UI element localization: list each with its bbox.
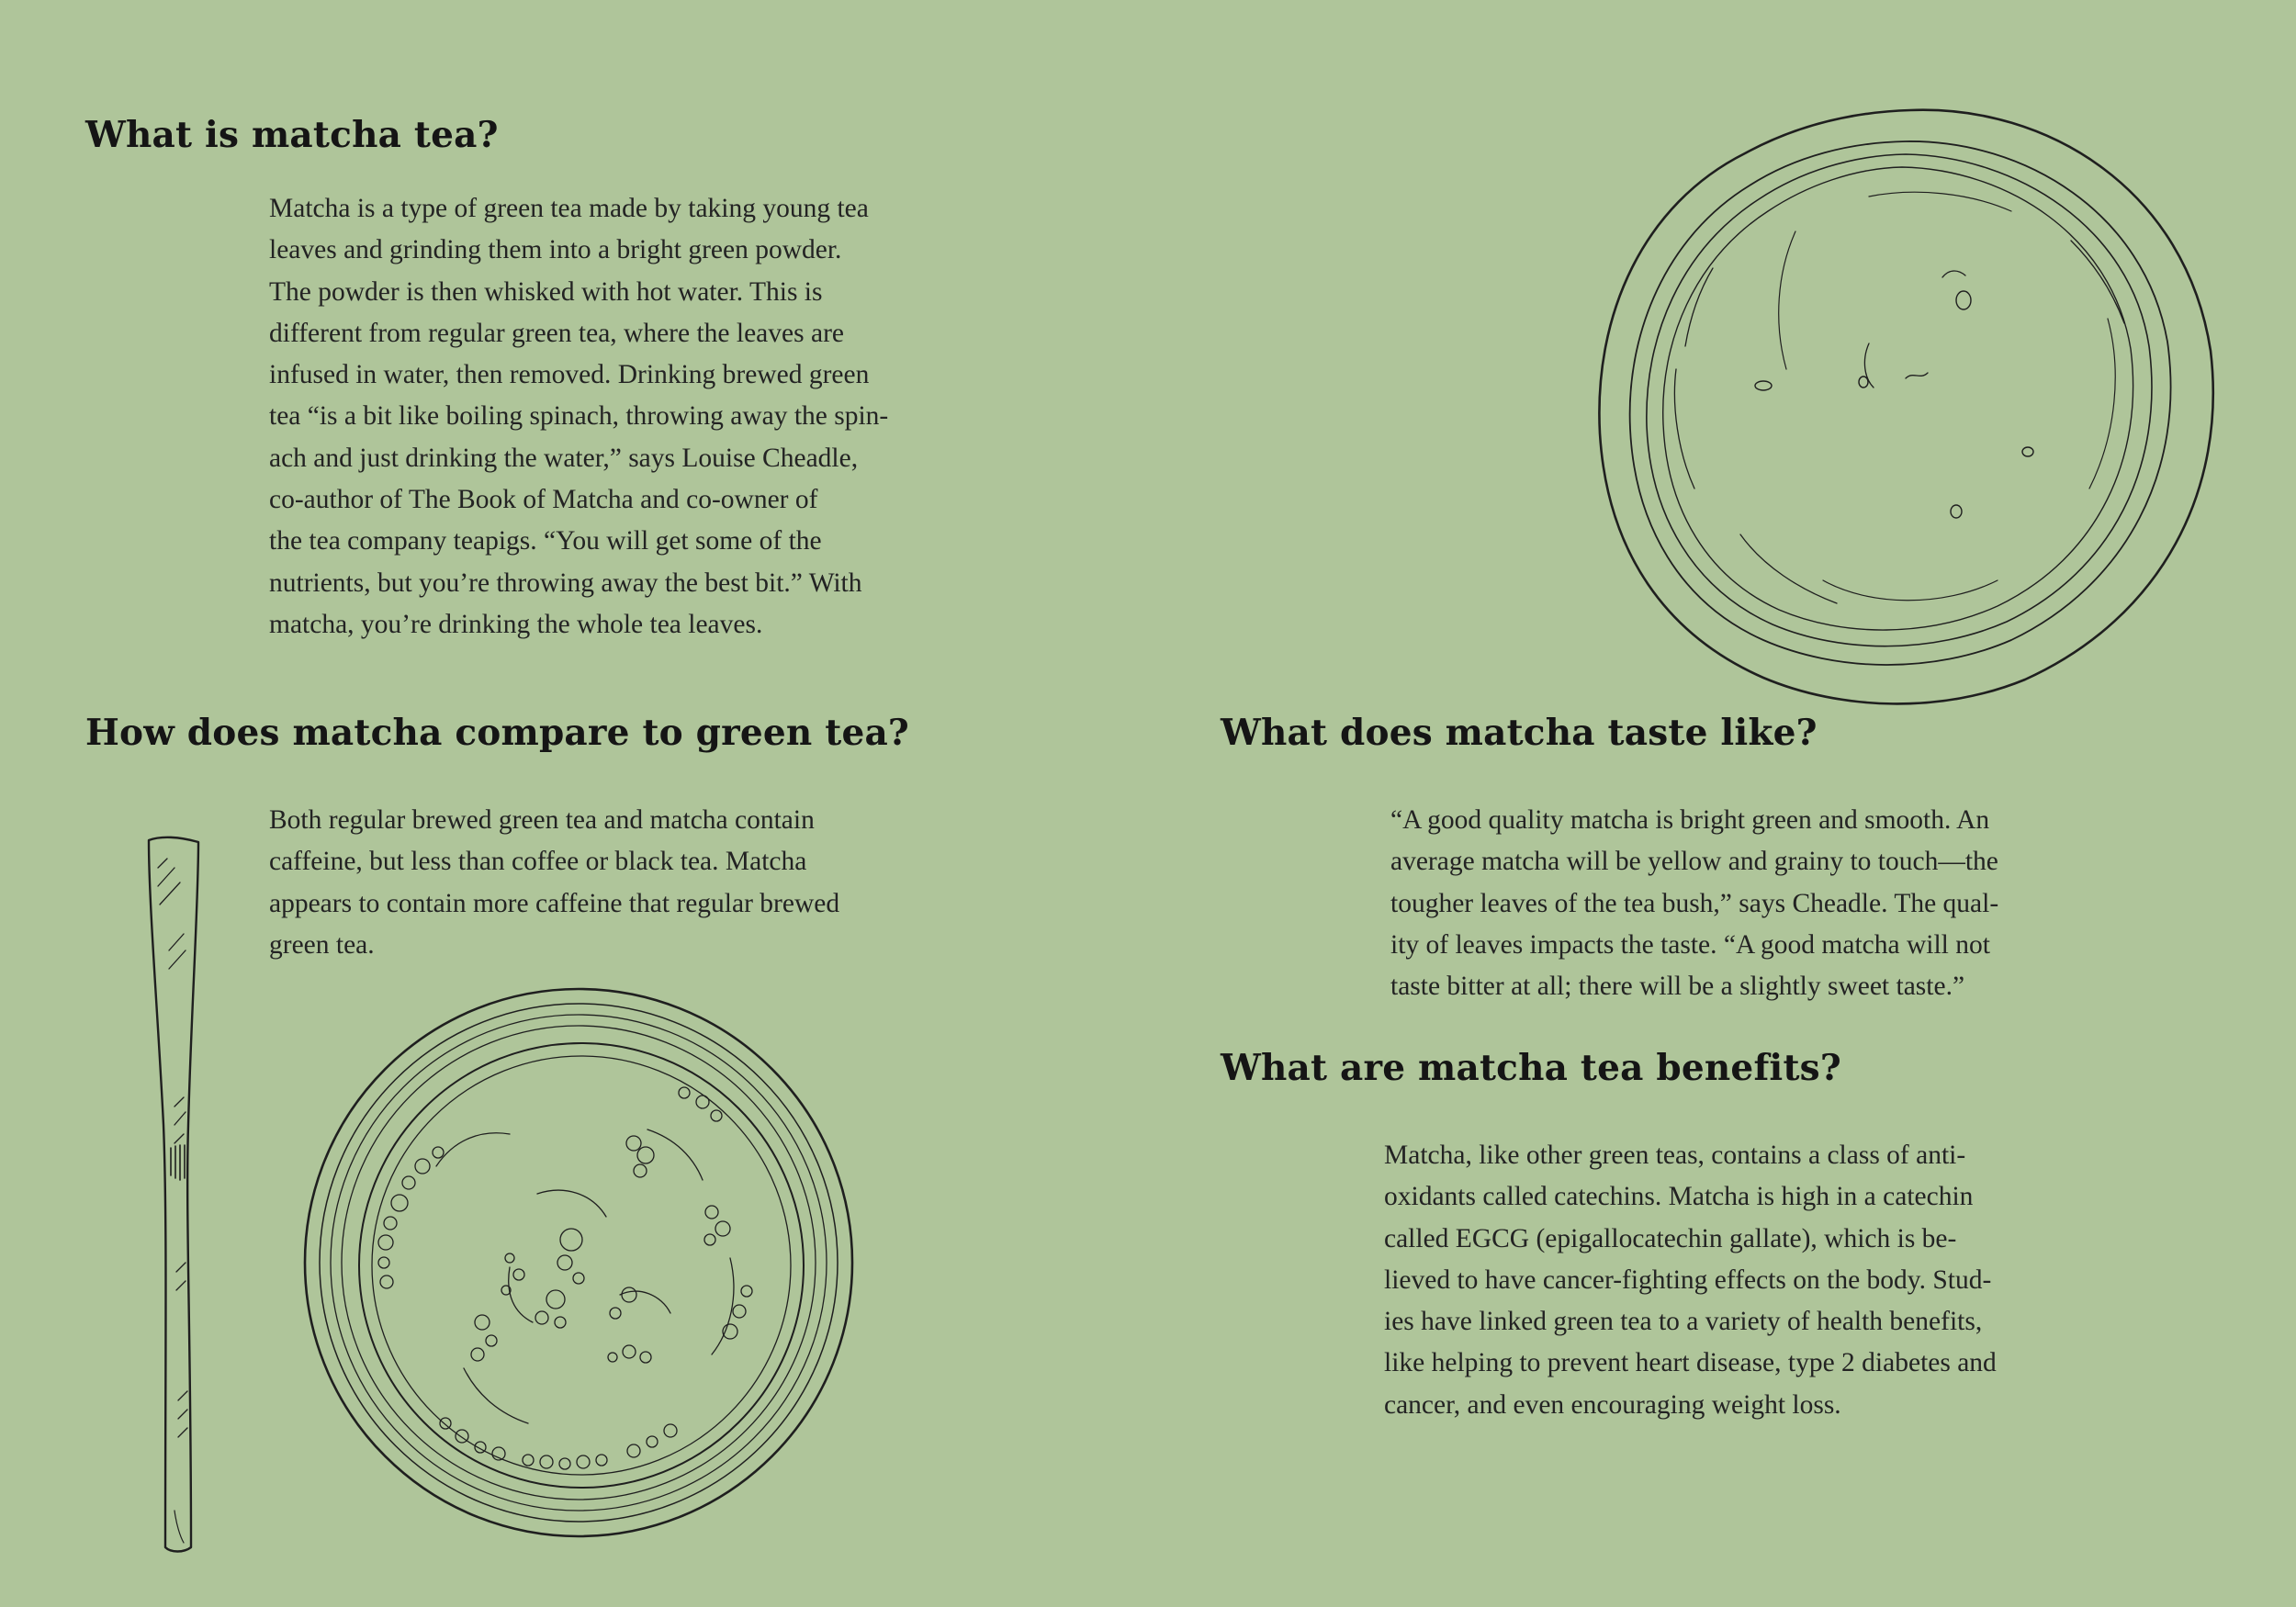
text-line: called EGCG (epigallocatechin gallate), which is be- [1384, 1223, 1957, 1253]
text-line: appears to contain more caffeine that regular brewed [269, 888, 840, 918]
text-line: co-author of The Book of Matcha and co-owner of [269, 485, 818, 515]
text-line: The powder is then whisked with hot water. This is [269, 276, 823, 307]
text-line: cancer, and even encouraging weight loss. [1384, 1389, 1841, 1420]
text-line: caffeine, but less than coffee or black tea. Matcha [269, 847, 807, 877]
heading-what-is-matcha: What is matcha tea? [85, 114, 499, 156]
text-line: tea “is a bit like boiling spinach, throwing away the spin- [269, 401, 889, 432]
bamboo-scoop-illustration [138, 831, 211, 1556]
matcha-bowl-illustration [1593, 103, 2218, 709]
matcha-cup-illustration [298, 983, 859, 1543]
text-line: ies have linked green tea to a variety of health benefits, [1384, 1307, 1983, 1337]
text-line: green tea. [269, 929, 375, 960]
text-line: matcha, you’re drinking the whole tea leaves. [269, 609, 763, 639]
text-line: like helping to prevent heart disease, type 2 diabetes and [1384, 1348, 1997, 1378]
heading-matcha-vs-green-tea: How does matcha compare to green tea? [85, 712, 909, 754]
paragraph-matcha-benefits [1384, 1135, 1997, 1426]
text-line: lieved to have cancer-fighting effects on the body. Stud- [1384, 1264, 1992, 1295]
text-line: taste bitter at all; there will be a slightly sweet taste.” [1390, 972, 1965, 1002]
heading-matcha-taste: What does matcha taste like? [1221, 712, 1818, 754]
text-line: Matcha, like other green teas, contains a class of anti- [1384, 1141, 1966, 1170]
text-line: “A good quality matcha is bright green and smooth. An [1390, 805, 1990, 835]
text-line: leaves and grinding them into a bright green powder. [269, 235, 842, 265]
text-line: oxidants called catechins. Matcha is high in a catechin [1384, 1182, 1974, 1212]
paragraph-matcha-vs-green-tea [269, 800, 839, 966]
heading-matcha-benefits: What are matcha tea benefits? [1221, 1047, 1841, 1089]
text-line: average matcha will be yellow and grainy to touch—the [1390, 847, 1998, 877]
text-line: tougher leaves of the tea bush,” says Cheadle. The qual- [1390, 888, 1999, 918]
text-line: the tea company teapigs. “You will get some of the [269, 526, 822, 556]
paragraph-what-is-matcha [269, 188, 888, 646]
text-line: Both regular brewed green tea and matcha contain [269, 805, 815, 835]
text-line: ity of leaves impacts the taste. “A good matcha will not [1390, 929, 1990, 960]
paragraph-matcha-taste [1390, 800, 1998, 1007]
text-line: ach and just drinking the water,” says Louise Cheadle, [269, 443, 859, 473]
text-line: nutrients, but you’re throwing away the best bit.” With [269, 568, 862, 598]
text-line: different from regular green tea, where the leaves are [269, 318, 844, 348]
text-line: infused in water, then removed. Drinking brewed green [269, 360, 870, 390]
text-line: Matcha is a type of green tea made by taking young tea [269, 194, 869, 223]
